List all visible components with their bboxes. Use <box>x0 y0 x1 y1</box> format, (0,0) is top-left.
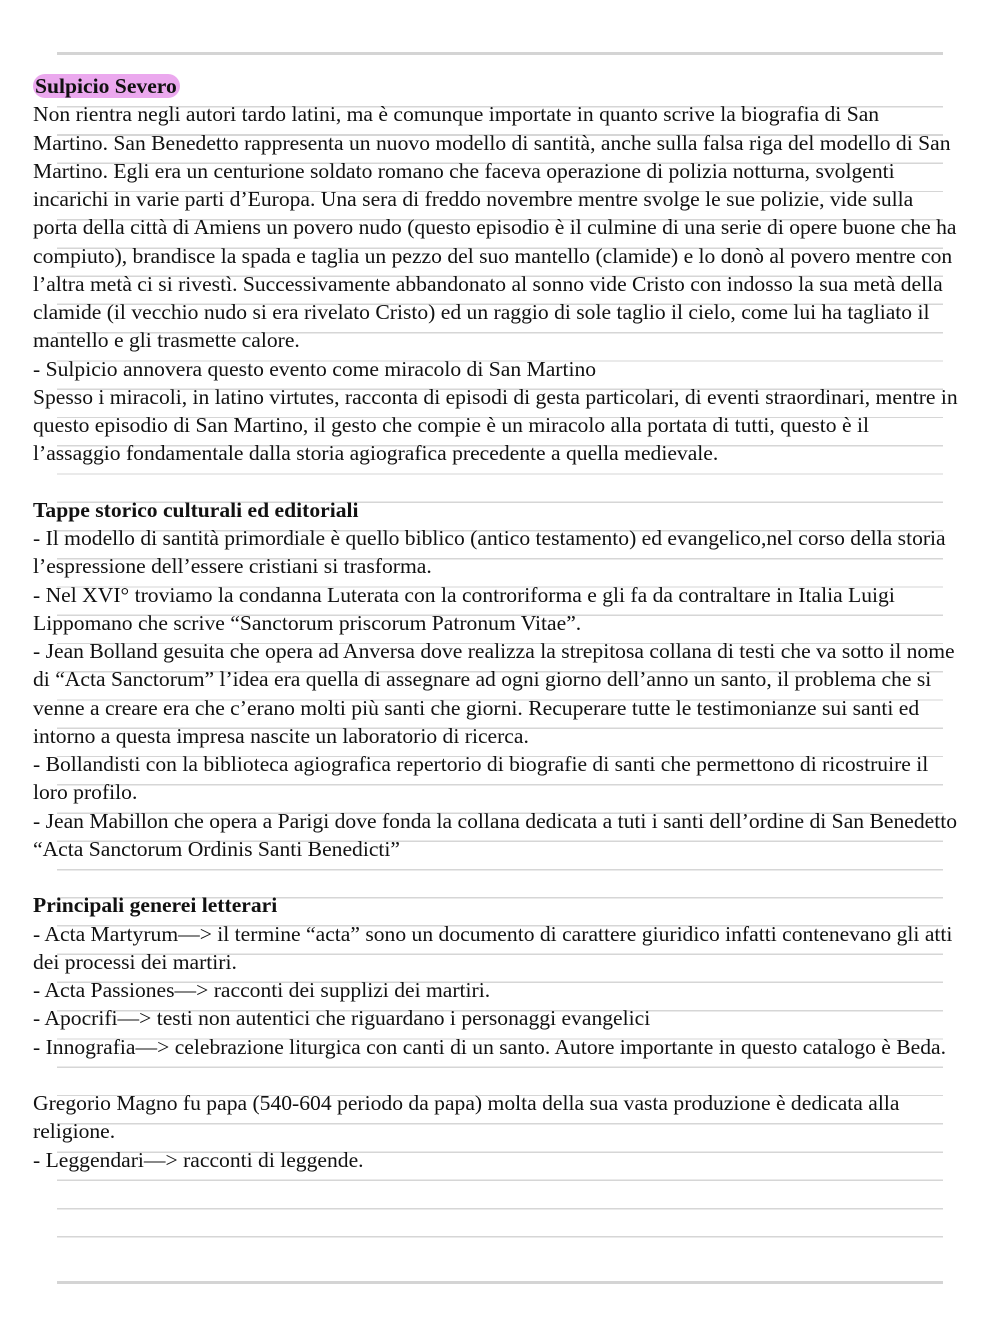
paragraph: Gregorio Magno fu papa (540-604 periodo da papa) molta della sua vasta produzione è dedicata alla religione. <box>33 1091 900 1144</box>
list-item: - Jean Mabillon che opera a Parigi dove fonda la collana dedicata a tuti i santi dell’ordine di San Benedetto “Acta Sanctorum Ordinis Santi Benedicti” <box>33 808 958 861</box>
document-body <box>33 72 958 1174</box>
bottom-divider <box>57 1281 943 1284</box>
list-item: - Apocrifi—> testi non autentici che riguardano i personaggi evangelici <box>33 1006 651 1031</box>
section-tappe-title: Tappe storico culturali ed editoriali <box>33 497 359 522</box>
list-item: - Jean Bolland gesuita che opera ad Anversa dove realizza la strepitosa collana di testi che va sotto il nome di “Acta Sanctorum” l’idea era quella di assegnare ad ogni giorno dell’anno un santo, il problema che si venne a creare era che c’erano molti più santi che giorni. Recuperare tutte le testimonianze sui santi ed intorno a questa impresa nascite un laboratorio di ricerca. <box>33 639 955 748</box>
list-item: - Nel XVI° troviamo la condanna Luterata con la controriforma e gli fa da contraltare in Italia Luigi Lippomano che scrive “Sanctorum priscorum Patronum Vitae”. <box>33 582 895 635</box>
list-item: - Il modello di santità primordiale è quello biblico (antico testamento) ed evangelico,nel corso della storia l’espressione dell’essere cristiani si trasforma. <box>33 526 946 579</box>
list-item: - Innografia—> celebrazione liturgica con canti di un santo. Autore importante in questo catalogo è Beda. <box>33 1034 947 1059</box>
section-generi-title: Principali generei letterari <box>33 893 278 918</box>
section-sulpicio-title <box>33 72 958 100</box>
blank-line <box>33 863 958 891</box>
paragraph: Non rientra negli autori tardo latini, ma è comunque importate in quanto scrive la biografia di San Martino. San Benedetto rappresenta un nuovo modello di santità, anche sulla falsa riga del modello di San Martino. Egli era un centurione soldato romano che faceva operazione di polizia notturna, svolgenti incarichi in varie parti d’Europa. Una sera di freddo novembre mentre svolge le sue polizie, vide sulla porta della città di Amiens un povero nudo (questo episodio è il culmine di una serie di opere buone che ha compiuto), brandisce la spada e taglia un pezzo del suo mantello (clamide) e lo donò al povero mentre con l’altra metà ci si rivestì. Successivamente abbandonato al sonno vide Cristo con indosso la sua metà della clamide (il vecchio nudo si era rivelato Cristo) ed un raggio di sole taglio il cielo, come lui ha tagliato il mantello e gli trasmette calore. <box>33 102 957 353</box>
list-item: - Acta Passiones—> racconti dei supplizi dei martiri. <box>33 978 491 1002</box>
list-item: - Acta Martyrum—> il termine “acta” sono un documento di carattere giuridico infatti contenevano gli atti dei processi dei martiri. <box>33 921 953 974</box>
paragraph: Spesso i miracoli, in latino virtutes, racconta di episodi di gesta particolari, di eventi straordinari, mentre in questo episodio di San Martino, il gesto che compie è un miracolo alla portata di tutti, questo è il l’assaggio fondamentale dalla storia agiografica precedente a quella medievale. <box>33 384 958 466</box>
list-item: - Leggendari—> racconti di leggende. <box>33 1147 364 1172</box>
list-item: - Bollandisti con la biblioteca agiografica repertorio di biografie di santi che permettono di ricostruire il loro profilo. <box>33 752 929 805</box>
blank-line <box>33 1061 958 1089</box>
blank-line <box>33 468 958 496</box>
paragraph: - Sulpicio annovera questo evento come miracolo di San Martino <box>33 356 597 381</box>
highlighted-title: Sulpicio Severo <box>33 74 180 98</box>
